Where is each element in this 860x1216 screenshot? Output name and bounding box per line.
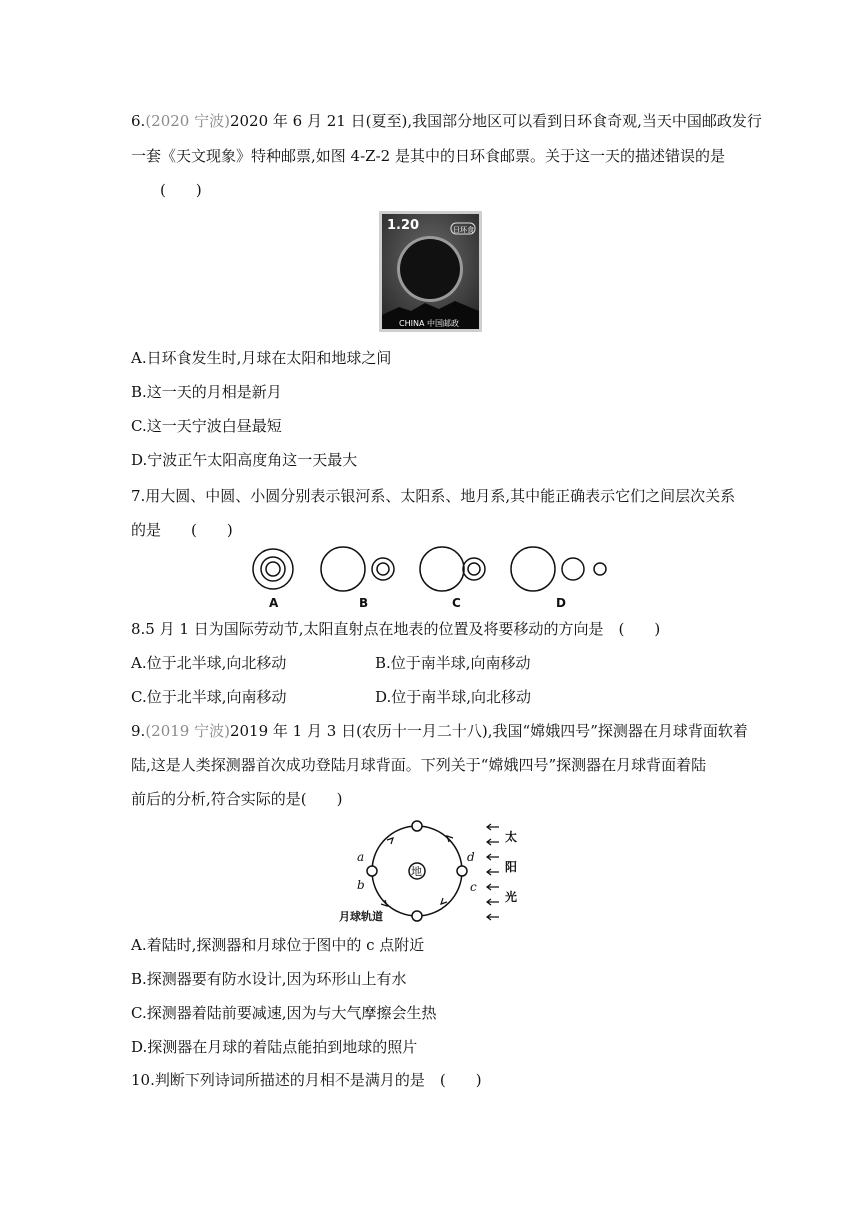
point-a: a <box>357 850 365 864</box>
q9-option-a: A.着陆时,探测器和月球位于图中的 c 点附近 <box>131 936 425 954</box>
circle-c-small <box>468 563 480 575</box>
earth-label: 地 <box>411 865 422 878</box>
q7-line-1: 7.用大圆、中圆、小圆分别表示银河系、太阳系、地月系,其中能正确表示它们之间层次关系 <box>131 487 736 505</box>
moon-orbit-diagram <box>335 818 525 926</box>
circle-a-small <box>266 562 280 576</box>
sun-label-2: 阳 <box>505 860 518 874</box>
q9-line-1 <box>131 721 748 741</box>
point-c: c <box>470 880 477 894</box>
q8-option-c: C.位于北半球,向南移动 <box>131 688 287 706</box>
q9-option-b: B.探测器要有防水设计,因为环形山上有水 <box>131 970 407 988</box>
q6-line-1 <box>131 111 762 131</box>
moon-right <box>457 866 467 876</box>
label-d: D <box>556 596 566 610</box>
circle-a-medium <box>261 557 285 581</box>
q8-option-b: B.位于南半球,向南移动 <box>375 654 531 672</box>
moon-left <box>367 866 377 876</box>
q6-answer-bracket: ( ) <box>160 181 202 199</box>
q10-line-1: 10.判断下列诗词所描述的月相不是满月的是 ( ) <box>131 1071 482 1089</box>
q6-source: (2020 宁波) <box>145 112 230 130</box>
circle-b-large <box>321 547 365 591</box>
stamp-value: 1.20 <box>387 218 420 233</box>
circle-d-small <box>594 563 606 575</box>
sunlight-arrows <box>487 824 499 920</box>
circle-d-medium <box>562 558 584 580</box>
q8-line-1: 8.5 月 1 日为国际劳动节,太阳直射点在地表的位置及将要移动的方向是 ( ) <box>131 620 661 638</box>
stamp-footer: CHINA 中国邮政 <box>399 319 459 328</box>
circle-b-medium <box>372 558 394 580</box>
q9-option-c: C.探测器着陆前要减速,因为与大气摩擦会生热 <box>131 1004 437 1022</box>
q6-option-d: D.宁波正午太阳高度角这一天最大 <box>131 451 358 469</box>
nested-circles-diagram <box>250 545 610 613</box>
circle-b-small <box>377 563 389 575</box>
q9-line-2: 陆,这是人类探测器首次成功登陆月球背面。下列关于“嫦娥四号”探测器在月球背面着陆 <box>131 756 707 774</box>
q6-text-1: 2020 年 6 月 21 日(夏至),我国部分地区可以看到日环食奇观,当天中国邮政发行 <box>229 112 762 130</box>
circle-a-large <box>253 549 293 589</box>
q8-option-a: A.位于北半球,向北移动 <box>131 654 287 672</box>
label-a: A <box>269 596 279 610</box>
circle-c-large <box>420 547 464 591</box>
label-c: C <box>452 596 461 610</box>
q6-option-a: A.日环食发生时,月球在太阳和地球之间 <box>131 349 392 367</box>
circle-d-large <box>511 547 555 591</box>
q7-line-2: 的是 ( ) <box>131 521 233 539</box>
stamp-badge: 日环食 <box>453 226 474 234</box>
q9-line-3: 前后的分析,符合实际的是( ) <box>131 790 343 808</box>
q9-text-1: 2019 年 1 月 3 日(农历十一月二十八),我国“嫦娥四号”探测器在月球背面软着 <box>229 722 748 740</box>
q6-option-b: B.这一天的月相是新月 <box>131 383 282 401</box>
moon-top <box>412 821 422 831</box>
q6-number: 6. <box>131 112 146 130</box>
moon-bottom <box>412 911 422 921</box>
eclipse-stamp-image <box>379 211 482 332</box>
q9-source: (2019 宁波) <box>145 722 230 740</box>
sun-label-3: 光 <box>505 890 518 904</box>
circle-c-medium <box>463 558 485 580</box>
label-b: B <box>359 596 369 610</box>
q9-option-d: D.探测器在月球的着陆点能拍到地球的照片 <box>131 1038 418 1056</box>
point-b: b <box>357 878 365 892</box>
sun-label-1: 太 <box>505 830 518 844</box>
q9-number: 9. <box>131 722 146 740</box>
orbit-label: 月球轨道 <box>339 910 383 923</box>
point-d: d <box>467 850 475 864</box>
q8-option-d: D.位于南半球,向北移动 <box>375 688 532 706</box>
q6-line-2: 一套《天文现象》特种邮票,如图 4-Z-2 是其中的日环食邮票。关于这一天的描述错误的是 <box>131 147 725 165</box>
q6-option-c: C.这一天宁波白昼最短 <box>131 417 282 435</box>
